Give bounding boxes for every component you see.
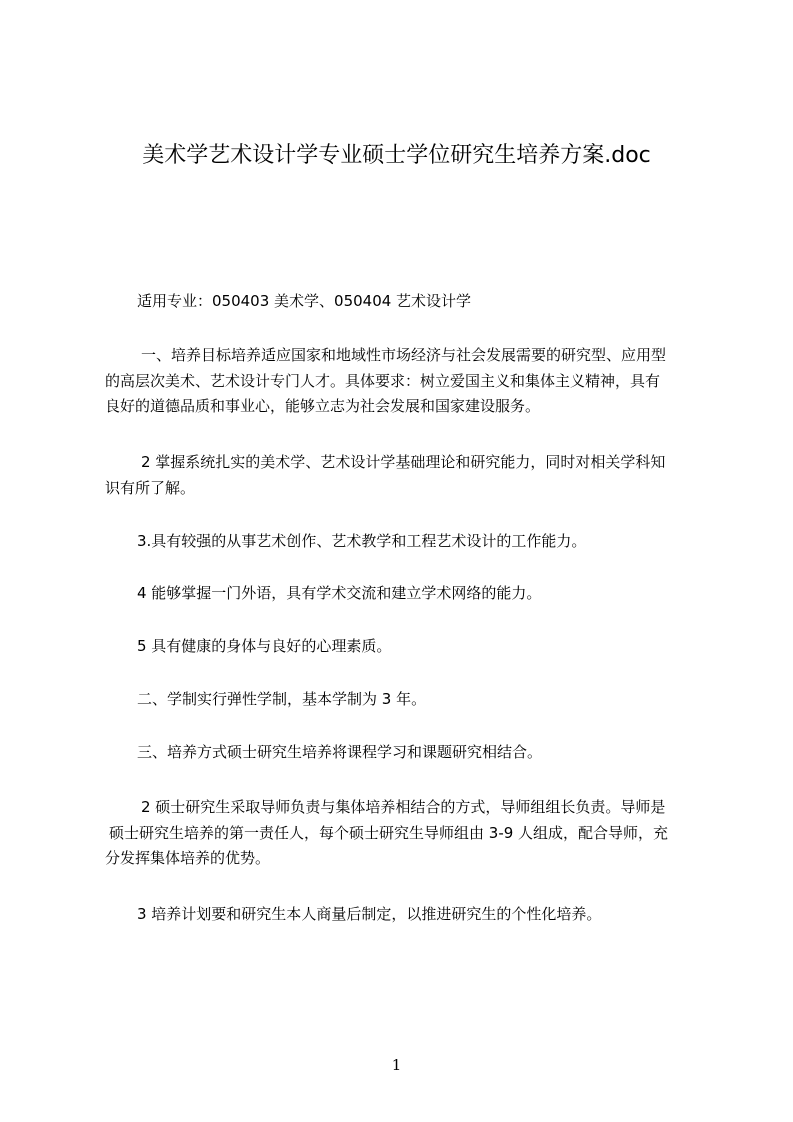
text-line: 5 具有健康的身体与良好的心理素质。: [137, 637, 392, 655]
text-line: 3.具有较强的从事艺术创作、艺术教学和工程艺术设计的工作能力。: [137, 532, 587, 550]
text-line: 识有所了解。: [105, 478, 196, 497]
text-line: 良好的道德品质和事业心，能够立志为社会发展和国家建设服务。: [105, 397, 541, 415]
paragraph-item-3: [105, 529, 705, 555]
text-line: 硕士研究生培养的第一责任人，每个硕士研究生导师组由 3-9 人组成，配合导师，充: [109, 823, 669, 842]
text-line: 2 硕士研究生采取导师负责与集体培养相结合的方式，导师组组长负责。导师是: [141, 798, 666, 816]
paragraph-academic-system: [105, 687, 705, 713]
paragraph-training-goals: [105, 343, 705, 420]
document-title: 美术学艺术设计学专业硕士学位研究生培养方案.doc: [142, 143, 651, 168]
paragraph-training-method: [105, 740, 705, 766]
paragraph-supervisor-system: [105, 795, 705, 872]
paragraph-applicable-majors: [105, 289, 705, 315]
paragraph-item-5: [105, 634, 705, 660]
paragraph-item-2: [105, 450, 705, 501]
text-line: 3 培养计划要和研究生本人商量后制定，以推进研究生的个性化培养。: [137, 905, 602, 923]
paragraph-item-4: [105, 581, 705, 607]
text-line: 一、培养目标培养适应国家和地域性市场经济与社会发展需要的研究型、应用型: [141, 346, 667, 364]
text-line: 适用专业：050403 美术学、050404 艺术设计学: [137, 292, 472, 310]
text-line: 二、学制实行弹性学制，基本学制为 3 年。: [137, 690, 427, 708]
text-line: 2 掌握系统扎实的美术学、艺术设计学基础理论和研究能力，同时对相关学科知: [141, 453, 666, 471]
paragraph-training-plan: [105, 902, 705, 928]
text-line: 分发挥集体培养的优势。: [105, 849, 271, 867]
page-number: 1: [391, 1056, 402, 1074]
text-line: 三、培养方式硕士研究生培养将课程学习和课题研究相结合。: [137, 743, 543, 761]
text-line: 的高层次美术、艺术设计专门人才。具体要求：树立爱国主义和集体主义精神，具有: [105, 371, 661, 390]
text-line: 4 能够掌握一门外语，具有学术交流和建立学术网络的能力。: [137, 584, 542, 602]
